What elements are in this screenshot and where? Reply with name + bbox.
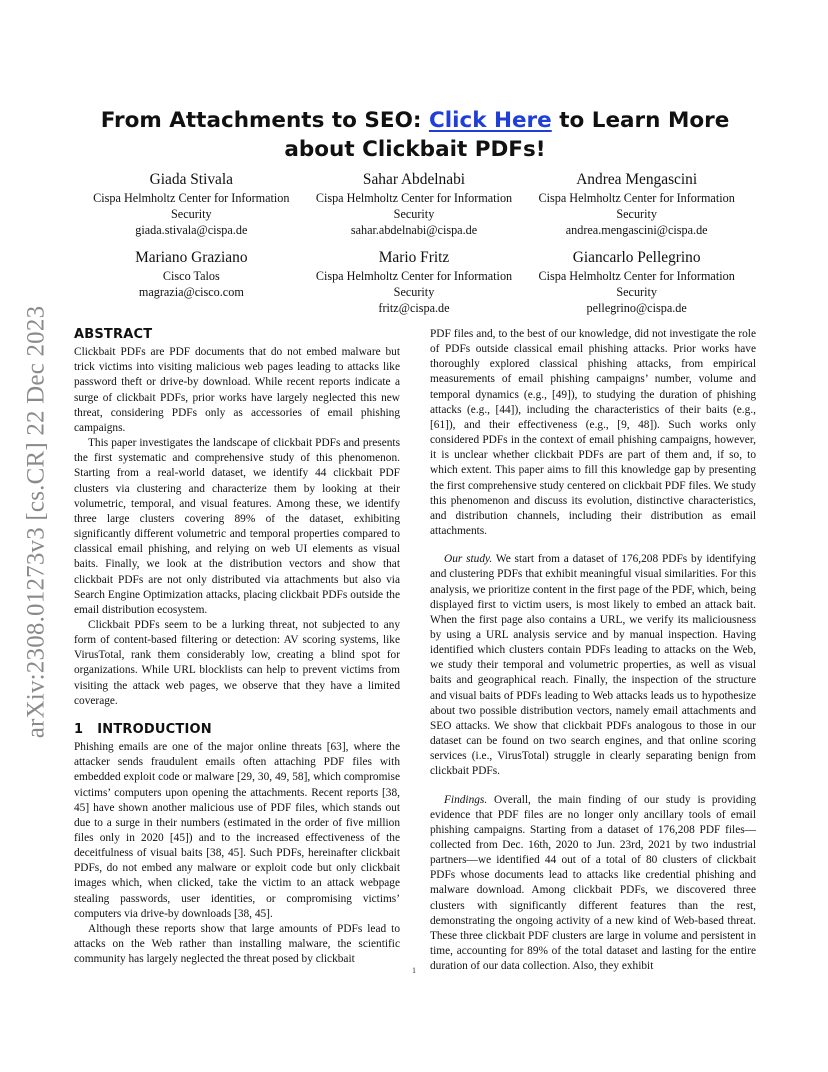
title-part-2: to Learn More about Clickbait PDFs! (284, 108, 730, 162)
author-affiliation: Cispa Helmholtz Center for Information Security (93, 191, 290, 221)
author-affiliation: Cispa Helmholtz Center for Information Security (538, 269, 735, 299)
findings-label: Findings. (444, 793, 488, 806)
introduction-paragraph: Although these reports show that large amounts of PDFs lead to attacks on the Web rather than installing malware, the scientific community has largely neglected the threat posed by clickbait (74, 922, 400, 966)
findings-paragraph (430, 793, 756, 975)
findings-text: Overall, the main finding of our study is providing evidence that PDF files are no longer only ancillary tools of email phishing campaigns. Starting from a dataset of 176,208 PDF files—collected from Dec. 16th, 2020 to Jun. 23rd, 2021 by two industrial partners—we identified 44 out of a total of 80 clusters of clickbait PDFs whose documents lead to attacks like credential phishing and malware download. Among clickbait PDFs, we discovered three clusters with significantly different features than the rest, demonstrating the ongoing activity of a new kind of Web-based threat. These three clickbait PDF clusters are large in volume and persistent in time, accounting for 89% of the total dataset and lasting for the entire duration of our data collection. Also, they exhibit (430, 793, 756, 973)
arxiv-identifier: arXiv:2308.01273v3 [cs.CR] 22 Dec 2023 (22, 305, 50, 739)
author-name: Andrea Mengascini (576, 171, 698, 188)
author-email: sahar.abdelnabi@cispa.de (350, 223, 478, 237)
author-name: Sahar Abdelnabi (362, 171, 466, 188)
page-number: 1 (412, 966, 416, 975)
introduction-heading (74, 722, 400, 737)
abstract-paragraph: Clickbait PDFs seem to be a lurking threat, not subjected to any form of content-based filtering or detection: AV scoring systems, like VirusTotal, rank them considerably low, creating a blind spot for organizations. While URL blocklists can help to prevent victims from visiting the attack web pages, we observe that they have a limited coverage. (74, 618, 400, 707)
abstract-paragraph: This paper investigates the landscape of clickbait PDFs and presents the first systematic and comprehensive study of this phenomenon. Starting from a real-world dataset, we identify 44 clickbait PDF clusters via clustering and characterize them by looking at their volumetric, temporal, and visual features. Among these, we identify three large clusters covering 89% of the dataset, exhibiting significantly different volumetric and temporal properties compared to classical email phishing, and relying on web UI elements as visual baits. Finally, we look at the distribution vectors and show that clickbait PDFs are not only distributed via attachments but also via Search Engine Optimization attacks, placing clickbait PDFs outside the email distribution ecosystem. (74, 437, 400, 616)
title-click-here-link[interactable]: Click Here (428, 108, 552, 133)
author-name: Giada Stivala (149, 171, 233, 188)
author-list (80, 170, 748, 316)
our-study-label: Our study. (444, 553, 493, 566)
author-affiliation: Cispa Helmholtz Center for Information Security (315, 191, 513, 221)
author-email: pellegrino@cispa.de (586, 301, 687, 315)
section-title: INTRODUCTION (97, 721, 212, 737)
left-column (74, 327, 400, 967)
author-block (80, 170, 303, 238)
introduction-paragraph-continued: PDF files and, to the best of our knowledge, did not investigate the role of PDFs outside classical email phishing attacks. Prior works have thoroughly explored classical phishing attacks, from empirical measurements of email phishing campaigns’ number, volume and temporal dynamics (e.g., [49]), to studying the duration of phishing attacks (e.g., [44]), including the characteristics of their baits (e.g., [61]), and their effectiveness (e.g., [9, 48]). Such works only considered PDFs in the context of email phishing campaigns, however, it is unclear whether clickbait PDFs are part of them and, if so, to which extent. This paper aims to fill this knowledge gap by presenting the first comprehensive study centered on clickbait PDF files. We study this phenomenon and discuss its evolution, distinctive characteristics, and distribution channels, including their distribution as email attachments. (430, 328, 756, 538)
abstract-paragraph: Clickbait PDFs are PDF documents that do not embed malware but trick victims into visiting malicious web pages leading to attacks like password theft or drive-by download. While recent reports indicate a surge of clickbait PDFs, prior works have largely neglected this new threat, considering PDFs only as accessories of email phishing campaigns. (74, 346, 400, 434)
author-affiliation: Cispa Helmholtz Center for Information Security (315, 269, 513, 299)
author-name: Mariano Graziano (135, 249, 248, 266)
author-name: Giancarlo Pellegrino (572, 249, 701, 266)
paper-title (70, 106, 760, 164)
author-name: Mario Fritz (378, 249, 450, 266)
author-block (303, 248, 526, 316)
introduction-paragraph: Phishing emails are one of the major online threats [63], where the attacker sends fraudulent emails often attaching PDF files with embedded exploit code or malware [29, 30, 49, 58], which compromise victims’ computers upon opening the attachments. Recent reports [38, 45] have shown another malicious use of PDF files, which stands out due to a surge in their numbers (estimated in the order of five million files only in 2020 [45]) and to the increased effectiveness of the deceitfulness of visual baits [38, 45]. Such PDFs, hereinafter clickbait PDFs, do not embed any malware or exploit code but only clickbait images which, when clicked, take the victim to an attack webpage stealing passwords, user identities, or compromising victims’ computers via drive-by downloads [38, 45]. (74, 741, 400, 920)
author-affiliation: Cisco Talos (162, 269, 220, 283)
arxiv-identifier-stamp (14, 288, 58, 756)
author-block (525, 248, 748, 316)
author-block (80, 248, 303, 316)
author-email: giada.stivala@cispa.de (135, 223, 248, 237)
author-block (303, 170, 526, 238)
our-study-text: We start from a dataset of 176,208 PDFs by identifying and clustering PDFs that exhibit meaningful visual similarities. For this analysis, we prioritize content in the first page of the PDF, which, being displayed first to victim users, is most likely to embed an attack bait. When the first page also contains a URL, we verify its maliciousness by using a URL analysis service and by manual inspection. Having identified which clusters contain PDFs leading to attacks on the Web, we study their temporal and volumetric properties, as well as visual baits and geographical reach. Finally, the inspection of the structure and visual baits of PDFs leading to Web attacks leads us to hypothesize about two possible distribution vectors, namely email attachments and SEO attacks. We show that clickbait PDFs analogous to those in our dataset can be found on two search engines, and that online scoring services (i.e., VirusTotal) struggle in clearly separating benign from clickbait PDFs. (430, 553, 756, 778)
author-email: fritz@cispa.de (378, 301, 450, 315)
abstract-heading: ABSTRACT (74, 327, 153, 342)
author-email: andrea.mengascini@cispa.de (565, 223, 708, 237)
our-study-paragraph (430, 552, 756, 779)
section-number: 1 (74, 721, 84, 737)
author-block (525, 170, 748, 238)
author-affiliation: Cispa Helmholtz Center for Information Security (538, 191, 735, 221)
author-email: magrazia@cisco.com (138, 285, 244, 299)
title-part-1: From Attachments to SEO: (100, 108, 429, 133)
right-column (430, 327, 756, 974)
